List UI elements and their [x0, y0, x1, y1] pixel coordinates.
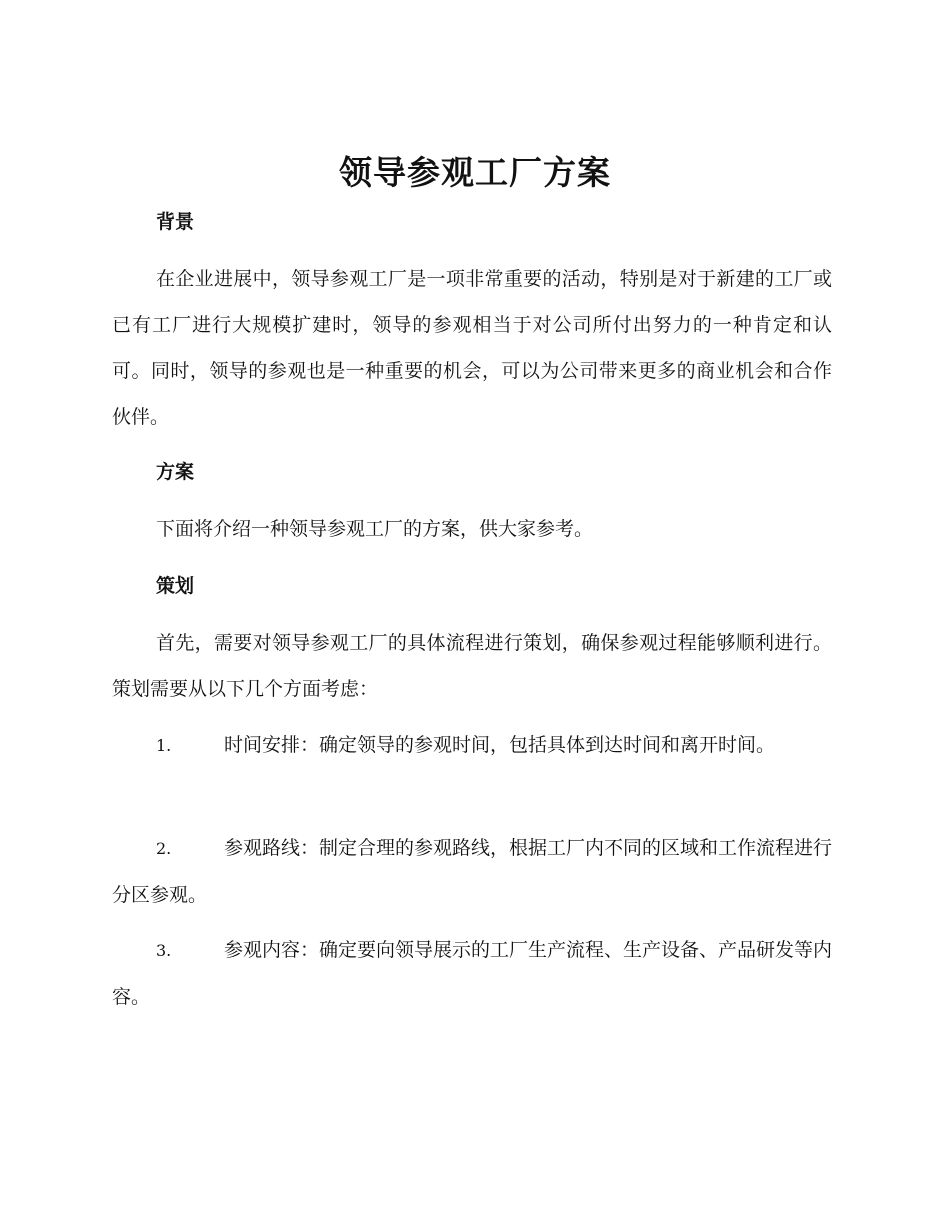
document-title: 领导参观工厂方案 [339, 153, 611, 192]
list-item-2 [112, 825, 832, 918]
list-item-text: 时间安排：确定领导的参观时间，包括具体到达时间和离开时间。 [224, 734, 776, 756]
section-heading-background: 背景 [156, 211, 195, 233]
list-item-3 [112, 927, 832, 1020]
paragraph-background: 在企业进展中，领导参观工厂是一项非常重要的活动，特别是对于新建的工厂或已有工厂进行大规模扩建时，领导的参观相当于对公司所付出努力的一种肯定和认可。同时，领导的参观也是一种重要的机会，可以为公司带来更多的商业机会和合作伙伴。 [112, 268, 832, 428]
section-heading-planning: 策划 [156, 575, 195, 597]
paragraph-planning: 首先，需要对领导参观工厂的具体流程进行策划，确保参观过程能够顺利进行。策划需要从以下几个方面考虑： [112, 632, 832, 700]
list-number: 1. [156, 736, 172, 755]
section-heading-plan: 方案 [156, 461, 195, 483]
paragraph-plan: 下面将介绍一种领导参观工厂的方案，供大家参考。 [156, 518, 594, 540]
list-item-text: 参观内容：确定要向领导展示的工厂生产流程、生产设备、产品研发等内容。 [112, 939, 833, 1008]
list-item-1 [112, 722, 832, 769]
list-number: 2. [156, 839, 172, 858]
list-item-text: 参观路线：制定合理的参观路线，根据工厂内不同的区域和工作流程进行分区参观。 [112, 837, 833, 906]
list-number: 3. [156, 941, 172, 960]
